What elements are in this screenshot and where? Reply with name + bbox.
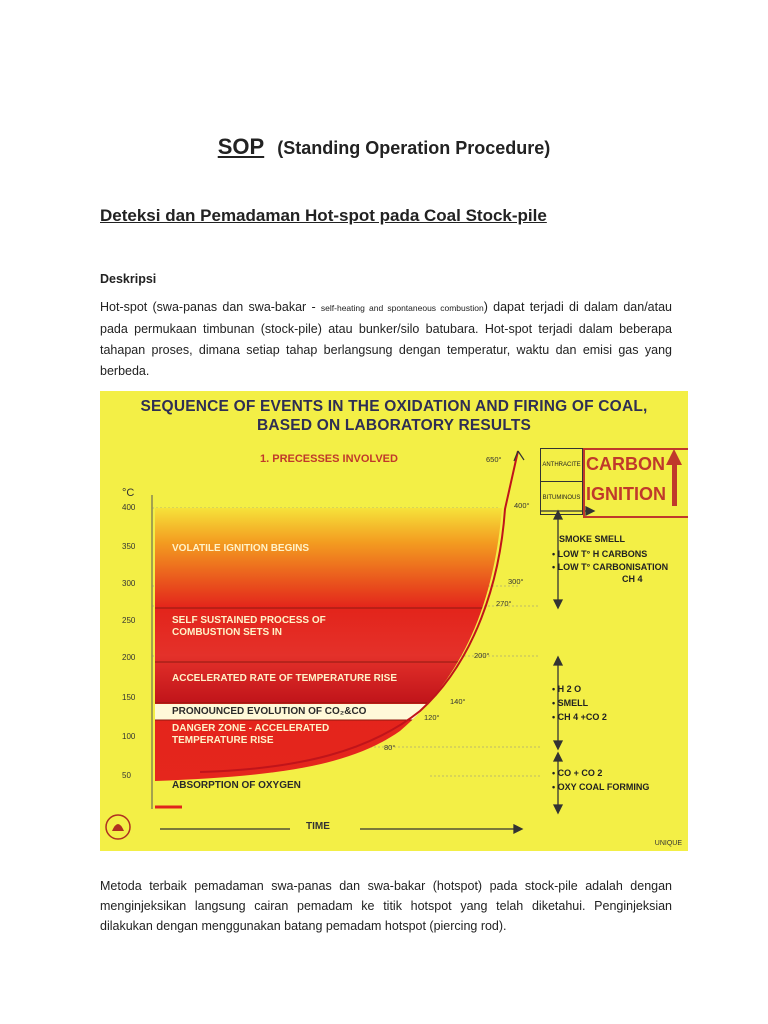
ytick-250: 250 <box>122 616 136 625</box>
oxidation-figure <box>100 391 688 851</box>
figure-title-line2: BASED ON LABORATORY RESULTS <box>256 417 532 434</box>
para1-after: ) dapat terjadi di dalam dan/atau pada permukaan timbunan (stock-pile) atau bunker/silo batubara. Hot-spot terjadi dalam beberapa tahapan proses, dimana setiap tahap berlangsung dengan temperatur, waktu dan emisi gas yang berbeda. <box>100 300 673 378</box>
band-danger <box>172 723 329 747</box>
label-80: 80° <box>384 743 396 752</box>
para1-small: self-heating and spontaneous combustion <box>320 303 484 313</box>
band-self-sustained <box>172 615 326 639</box>
carbon-line2: IGNITION <box>586 484 666 504</box>
note-ch4: CH 4 <box>622 574 643 584</box>
band-danger-line2: TEMPERATURE RISE <box>172 735 274 746</box>
note-ch4co2: • CH 4 +CO 2 <box>552 712 607 722</box>
figure-title <box>100 397 688 435</box>
label-200: 200° <box>474 651 490 660</box>
label-300: 300° <box>508 577 524 586</box>
description-paragraph <box>100 297 672 382</box>
para1-before: Hot-spot (swa-panas dan swa-bakar - <box>100 300 321 314</box>
time-arrow <box>160 825 522 833</box>
figure-title-line1: SEQUENCE OF EVENTS IN THE OXIDATION AND FIRING OF COAL, <box>140 398 648 415</box>
bituminous-box: BITUMINOUS <box>540 481 583 515</box>
note-smell: • SMELL <box>552 698 589 708</box>
ytick-50: 50 <box>122 771 131 780</box>
ytick-300: 300 <box>122 579 136 588</box>
band-self-line2: COMBUSTION SETS IN <box>172 627 283 638</box>
right-logo: UNIQUE <box>654 840 682 847</box>
ytick-150: 150 <box>122 693 136 702</box>
note-smoke: SMOKE SMELL <box>559 534 626 544</box>
note-oxy: • OXY COAL FORMING <box>552 782 650 792</box>
note-low-carbons: • LOW T° H CARBONS <box>552 549 648 559</box>
time-label: TIME <box>306 821 330 832</box>
note-h2o: • H 2 O <box>552 684 582 694</box>
band-pronounced: PRONOUNCED EVOLUTION OF CO₂&CO <box>172 706 367 717</box>
figure-subtitle: 1. PRECESSES INVOLVED <box>260 453 398 465</box>
label-650: 650° <box>486 455 502 464</box>
band-self-line1: SELF SUSTAINED PROCESS OF <box>172 615 326 626</box>
band-danger-line1: DANGER ZONE - ACCELERATED <box>172 723 330 734</box>
ytick-400: 400 <box>122 503 136 512</box>
page-title <box>0 134 768 160</box>
carbon-line1: CARBON <box>586 454 665 474</box>
sop-label: SOP <box>217 134 265 159</box>
band-absorption: ABSORPTION OF OXYGEN <box>172 780 301 791</box>
band-volatile: VOLATILE IGNITION BEGINS <box>172 543 310 554</box>
ytick-350: 350 <box>122 542 136 551</box>
method-paragraph: Metoda terbaik pemadaman swa-panas dan swa-bakar (hotspot) pada stock-pile adalah dengan menginjeksikan langsung cairan pemadam ke titik hotspot yang telah diketahui. Penginjeksian dilakukan dengan menggunakan batang pemadam hotspot (piercing rod). <box>100 879 672 933</box>
note-low-carbonisation: • LOW T° CARBONISATION <box>552 562 669 572</box>
label-120: 120° <box>424 713 440 722</box>
label-270: 270° <box>496 599 512 608</box>
note-coco2: • CO + CO 2 <box>552 768 603 778</box>
band-accelerated: ACCELERATED RATE OF TEMPERATURE RISE <box>172 673 398 684</box>
y-unit: °C <box>122 487 135 499</box>
label-400: 400° <box>514 501 530 510</box>
ytick-200: 200 <box>122 653 136 662</box>
anthracite-box: ANTHRACITE <box>540 448 583 482</box>
document-subtitle: Deteksi dan Pemadaman Hot-spot pada Coal Stock-pile <box>100 206 547 225</box>
label-140: 140° <box>450 697 466 706</box>
sop-full-label: (Standing Operation Procedure) <box>277 138 551 158</box>
section-heading-deskripsi: Deskripsi <box>100 272 157 286</box>
ytick-100: 100 <box>122 732 136 741</box>
